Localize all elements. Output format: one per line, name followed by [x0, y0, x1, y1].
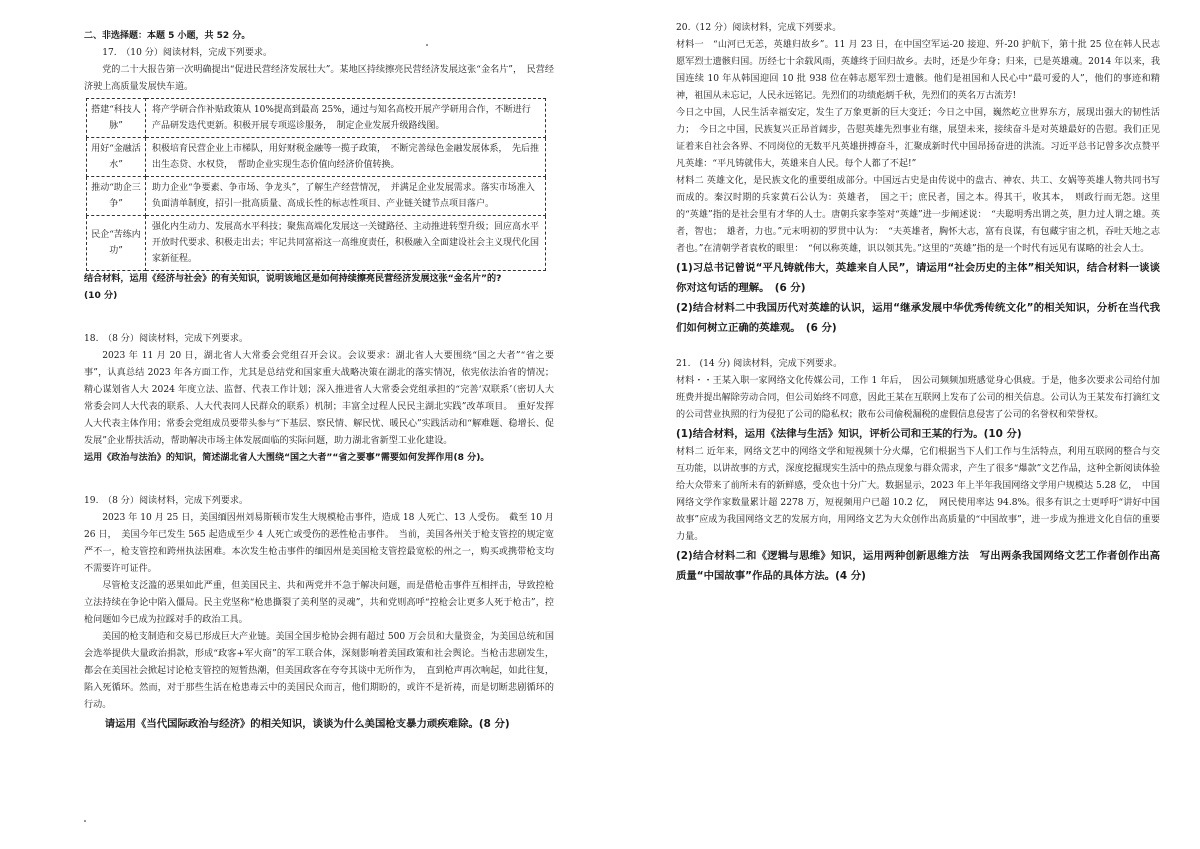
section-title: 二、非选择题：本题 5 小题，共 52 分。	[84, 31, 251, 41]
q17-score: (10 分)	[84, 291, 118, 301]
q20-task-2: (2)结合材料二中我国历代对英雄的认识，运用“继承发展中华优秀传统文化”的相关知识，分析在当代我们如何树立正确的英雄观。 (6 分)	[676, 302, 1160, 334]
q21-header: 21. (14 分) 阅读材料，完成下列要求。	[676, 359, 843, 369]
question-18	[84, 331, 554, 467]
row-text: 将产学研合作补贴政策从 10%提高到最高 25%，通过与知名高校开展产学研用合作，不断进行产品研发迭代更新。积极开展专项巡诊服务， 制定企业发展升级路线图。	[146, 99, 546, 138]
question-19	[84, 493, 554, 734]
right-column	[676, 20, 1160, 586]
scan-speck	[84, 820, 86, 822]
q21-task-2: (2)结合材料二和《逻辑与思维》知识，运用两种创新思维方法 写出两条我国网络文艺工作者创作出高质量“中国故事”作品的具体方法。(4 分)	[676, 550, 1160, 582]
q17-task-text: 结合材料，运用《经济与社会》的有关知识，说明该地区是如何持续擦亮民营经济发展这张“金名片”的?	[84, 274, 502, 284]
q21-task-1: (1)结合材料，运用《法律与生活》知识，评析公司和王某的行为。(10 分)	[676, 428, 1022, 440]
q21-material-1: 材料・・王某入职一家网络文化传媒公司，工作 1 年后， 因公司频频加班感觉身心俱疲。于是，他多次要求公司给付加班费并提出解除劳动合同，但公司始终不同意，因此王某在互联网上发布了公司的相关信息。公司认为王某发布打滴红文的公司营业执照的行为侵犯了公司的隐私权；散布公司偷税漏税的虚假信息侵害了公司的名誉权和荣誉权。	[676, 376, 1160, 420]
row-label: 推动“助企三争”	[87, 177, 146, 216]
left-column	[84, 28, 554, 734]
row-text: 积极培育民营企业上市梯队，用好财税金融等一揽子政策， 不断完善绿色金融发展体系， 先后推出生态贷、水权贷， 帮助企业实现生态价值向经济价值转换。	[146, 138, 546, 177]
row-text: 强化内生动力、发展高水平科技；聚焦高端化发展这一关键路径、主动推进转型升级；回应高水平开放时代要求、积极走出去；牢记共同富裕这一高维度责任，积极融入全面建设社会主义现代化国家新征程。	[146, 216, 546, 271]
question-21	[676, 356, 1160, 586]
q19-header: 19. （8 分）阅读材料，完成下列要求。	[84, 496, 249, 506]
table-row	[87, 216, 546, 271]
q19-paragraph: 尽管枪支泛滥的恶果如此严重，但美国民主、共和两党并不急于解决问题，而是借枪击事件互相抨击，导致控枪立法持续在争论中陷入僵局。民主党坚称“枪患撕裂了美利坚的灵魂”，共和党则高呼“控枪会让更多人死于枪击”，控枪问题如今已成为拉踩对手的政治工具。	[84, 581, 554, 625]
question-17	[84, 45, 554, 305]
q20-material-2: 材料二 英雄文化，是民族文化的重要组成部分。中国远古史是由传说中的盘古、神农、共工、女娲等英雄人物共同书写而成的。秦汉时期的兵家黄石公认为：英雄者， 国之干；庶民者，国之本。得其干，收其本， 则政行而无怨。这里的“英雄”指的是社会里有才华的人士。唐朝兵家李筌对“英雄”进一步阐述说： “夫聪明秀出谓之英，胆力过人谓之雄。英者，智也； 雄者，力也。”元末明初的罗贯中认为： “夫英雄者，胸怀大志，富有良谋，有包藏宇宙之机，吞吐天地之志者也。”在清朝学者袁枚的眼里： “何以称英雄，识以领其先。”这里的“英雄”指的是一个时代有远见有谋略的社会人士。	[676, 176, 1160, 254]
q19-task: 请运用《当代国际政治与经济》的相关知识，谈谈为什么美国枪支暴力顽疾难除。(8 分)	[104, 718, 510, 730]
q20-material-1: 材料一 “山河已无恙，英雄归故乡”。11 月 23 日，在中国空军运-20 接迎、歼-20 护航下，第十批 25 位在韩人民志愿军烈士遗骸归国。历经七十余载风雨，英雄终于回归故乡。去时，还是少年身；归来，已是英雄魂。2014 年以来，我国连续 10 年从韩国迎回 10 批 938 位在韩志愿军烈士遗骸。他们是祖国和人民心中“最可爱的人”，他们的事迹和精神，祖国从未忘记，人民永远铭记。先烈们的功绩彪炳千秋，先烈们的英名万古流芳!	[676, 40, 1160, 101]
q17-header: 17. （10 分）阅读材料，完成下列要求。	[102, 48, 273, 58]
question-20	[676, 20, 1160, 338]
table-row	[87, 99, 546, 138]
q20-task-1: (1)习总书记曾说“平凡铸就伟大，英雄来自人民”，请运用“社会历史的主体”相关知识，结合材料一谈谈你对这句话的理解。 (6 分)	[676, 262, 1160, 294]
row-text: 助力企业“争要素、争市场、争龙头”，了解生产经营情况， 并满足企业发展需求。落实市场准入负面清单制度，招引一批高质量、高成长性的标志性项目、产业链关键节点项目落户。	[146, 177, 546, 216]
q18-task: 运用《政治与法治》的知识，简述湖北省人大围绕“国之大者”“省之要事”需要如何发挥作用(8 分)。	[84, 453, 490, 463]
q18-header: 18. （8 分）阅读材料，完成下列要求。	[84, 334, 249, 344]
row-label: 民企“苦练内功”	[87, 216, 146, 271]
row-label: 搭建“科技人脉”	[87, 99, 146, 138]
table-row	[87, 177, 546, 216]
row-label: 用好“金融活水”	[87, 138, 146, 177]
q20-material-1-cont: 今日之中国，人民生活幸福安定，发生了万象更新的巨大变迁；今日之中国，巍然屹立世界东方，展现出强大的韧性活力； 今日之中国，民族复兴正昂首阔步，告慰英雄先烈事业有继，展望未来，接续奋斗是对英雄最好的告慰。我们正见证着来自社会各界、不同岗位的无数平凡英雄拼搏奋斗，汇聚成新时代中国昂扬奋进的洪流。习近平总书记曾多次点赞平凡英雄：“平凡铸就伟大，英雄来自人民。每个人都了不起!”	[676, 108, 1160, 169]
q20-header: 20.（12 分）阅读材料，完成下列要求。	[676, 23, 842, 33]
q19-paragraph: 2023 年 10 月 25 日，美国缅因州刘易斯顿市发生大规模枪击事件，造成 18 人死亡、13 人受伤。 截至 10 月 26 日， 美国今年已发生 565 起造成至少 4 人死亡或受伤的恶性枪击事件。 当前，美国各州关于枪支管控的规定宽严不一，枪支管控和跨州执法困难。本次发生枪击事件的缅因州是美国枪支管控最宽松的州之一，购买或携带枪支均不需要许可证件。	[84, 513, 554, 574]
q18-body: 2023 年 11 月 20 日，湖北省人大常委会党组召开会议。会议要求：湖北省人大要围绕“国之大者”“省之要事”，认真总结 2023 年各方面工作，尤其是总结党和国家重大战略决策在湖北的落实情况，依宪依法治省的情况；精心谋划省人大 2024 年度立法、监督、代表工作计划；深入推进省人大常委会党组承担的“完善‘双联系’（密切人大常委会同人大代表的联系、人大代表同人民群众的联系）机制；丰富全过程人民民主湖北实践”改革项目。 重好发挥人大代表主体作用；常委会党组成员要带头参与“下基层、察民情、解民忧、暖民心”实践活动和“解难题、稳增长、促发展”企业帮扶活动，帮助解决市场主体发展面临的实际问题，助力湖北省新型工业化建设。	[84, 351, 554, 446]
q19-paragraph: 美国的枪支制造和交易已形成巨大产业链。美国全国步枪协会拥有超过 500 万会员和大量资金，为美国总统和国会选举提供大量政治捐款，形成“政客+军火商”的军工联合体，深刻影响着美国政策和社会舆论。当枪击悲剧发生，都会在美国社会掀起讨论枪支管控的短暂热潮，但美国政客在夸夸其谈中无所作为， 直到枪声再次响起，如此往复，陷入死循环。然而，对于那些生活在枪患毒云中的美国民众而言，他们期盼的，或许不是祈祷，而是切断悲剧循环的行动。	[84, 632, 554, 710]
q17-measures-table	[86, 98, 546, 271]
q17-intro: 党的二十大报告第一次明确提出“促进民营经济发展壮大”。某地区持续擦亮民营经济发展这张“金名片”， 民营经济驶上高质量发展快车道。	[84, 65, 554, 92]
q17-task	[84, 271, 554, 305]
q21-material-2: 材料二 近年来，网络文艺中的网络文学和短视频十分火爆，它们根据当下人们工作与生活特点，利用互联网的整合与交互功能，以讲故事的方式，深度挖掘现实生活中的热点现象与群众需求，产生了很多“爆款”文艺作品，这种全新阅读体验给大众带来了前所未有的新鲜感，受众也十分广大。数据显示，2023 年上半年我国网络文学用户规模达 5.28 亿， 中国网络文学作家数量累计超 2278 万，短视频用户已超 10.2 亿， 网民使用率达 94.8%。很多有识之士更呼吁“讲好中国故事”应成为我国网络文艺的发展方向，用网络文艺为大众创作出高质量的“中国故事”，进一步成为推进文化自信的重要力量。	[676, 447, 1161, 542]
table-row	[87, 138, 546, 177]
